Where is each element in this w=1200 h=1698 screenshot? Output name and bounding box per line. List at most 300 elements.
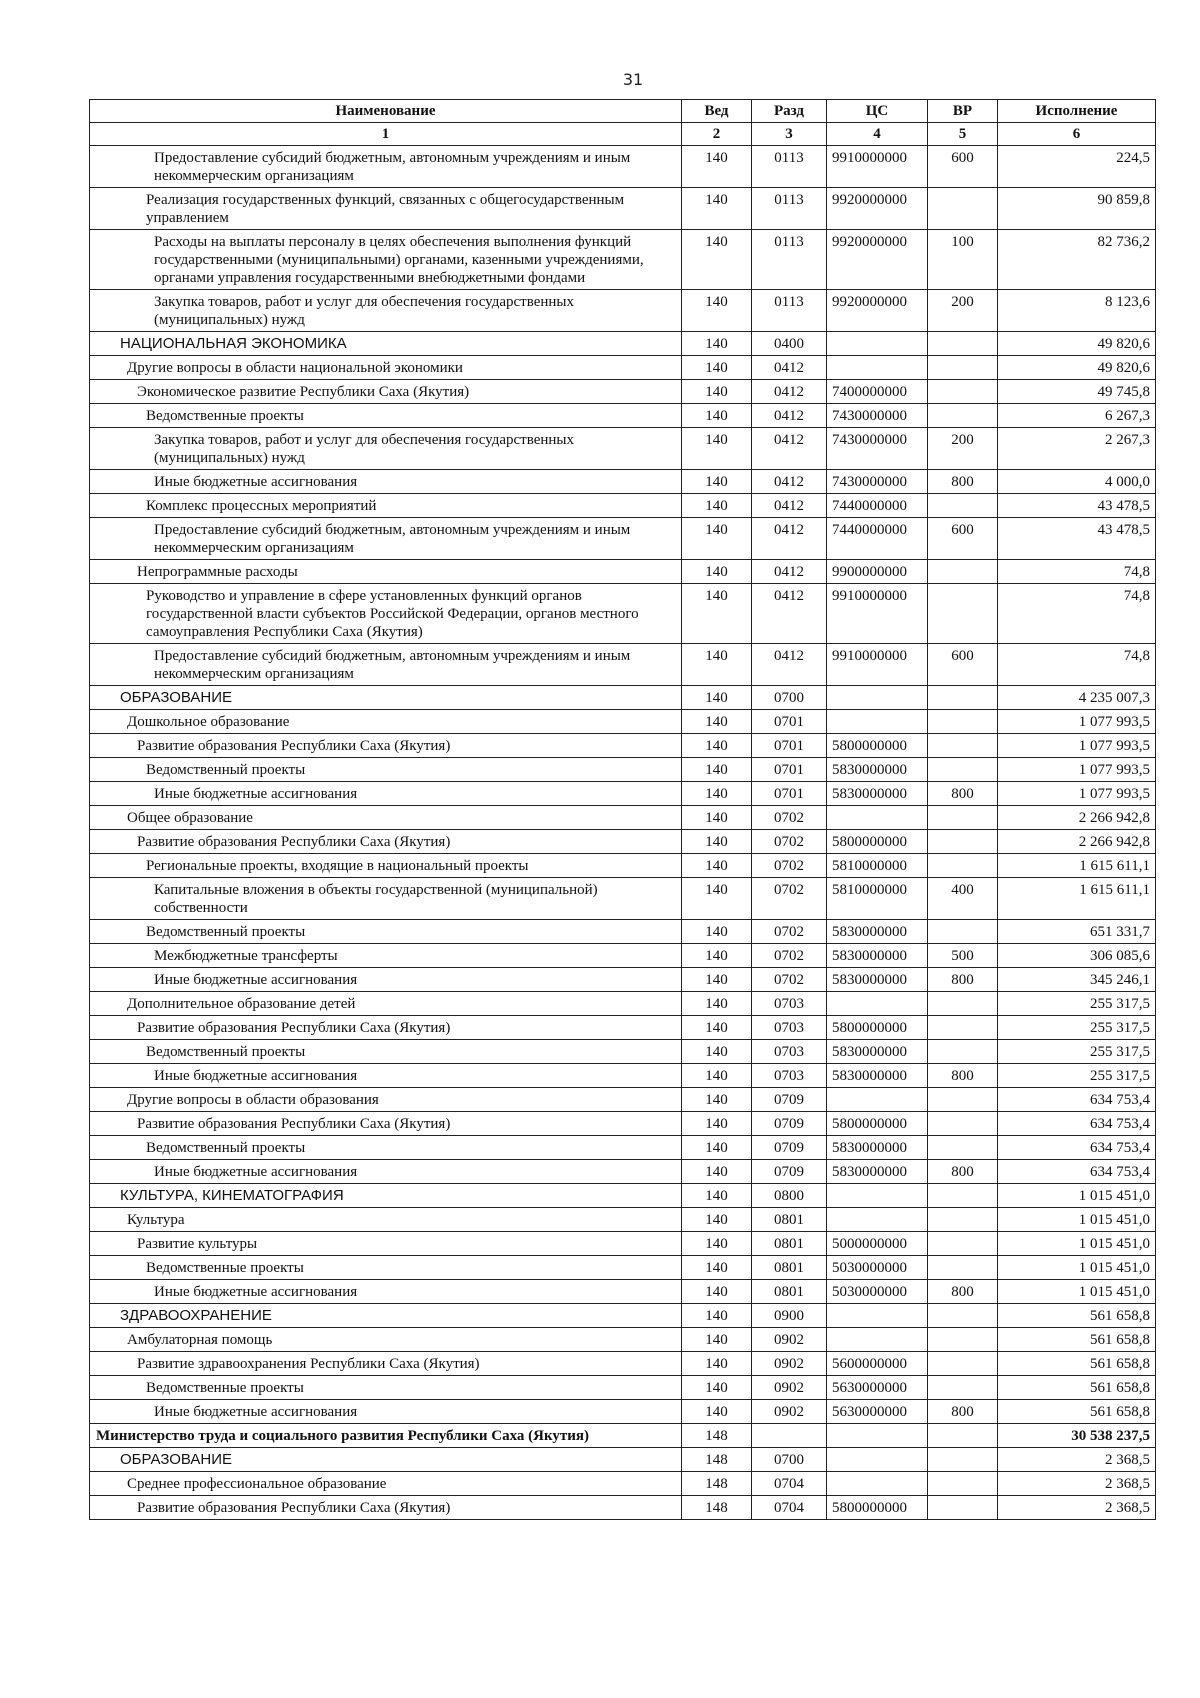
cell-vr (928, 1256, 998, 1280)
table-row (90, 920, 1156, 944)
table-row (90, 356, 1156, 380)
cell-name: Развитие образования Республики Саха (Якутия) (90, 830, 682, 854)
header-name: Наименование (90, 100, 682, 123)
cell-razd: 0701 (752, 782, 827, 806)
cell-cs: 5830000000 (827, 1064, 928, 1088)
cell-vr (928, 584, 998, 644)
cell-cs: 5830000000 (827, 758, 928, 782)
cell-sum: 561 658,8 (998, 1376, 1156, 1400)
column-number: 4 (827, 123, 928, 146)
cell-razd: 0703 (752, 1064, 827, 1088)
cell-name: НАЦИОНАЛЬНАЯ ЭКОНОМИКА (90, 332, 682, 356)
cell-sum: 49 820,6 (998, 356, 1156, 380)
cell-ved: 140 (682, 332, 752, 356)
cell-sum: 8 123,6 (998, 290, 1156, 332)
cell-sum: 1 015 451,0 (998, 1256, 1156, 1280)
cell-name: Дошкольное образование (90, 710, 682, 734)
cell-name: Капитальные вложения в объекты государственной (муниципальной) собственности (90, 878, 682, 920)
cell-vr (928, 1448, 998, 1472)
cell-vr: 600 (928, 146, 998, 188)
cell-cs (827, 710, 928, 734)
cell-ved: 140 (682, 1232, 752, 1256)
cell-vr (928, 806, 998, 830)
table-row (90, 710, 1156, 734)
cell-sum: 561 658,8 (998, 1400, 1156, 1424)
cell-razd: 0704 (752, 1496, 827, 1520)
cell-name: ОБРАЗОВАНИЕ (90, 686, 682, 710)
table-row (90, 1184, 1156, 1208)
cell-cs: 5030000000 (827, 1280, 928, 1304)
cell-cs: 5830000000 (827, 782, 928, 806)
cell-cs: 5830000000 (827, 920, 928, 944)
cell-cs: 9920000000 (827, 290, 928, 332)
cell-ved: 140 (682, 1352, 752, 1376)
cell-cs (827, 356, 928, 380)
cell-name: Общее образование (90, 806, 682, 830)
cell-sum: 4 235 007,3 (998, 686, 1156, 710)
cell-name: Иные бюджетные ассигнования (90, 1280, 682, 1304)
column-number: 2 (682, 123, 752, 146)
cell-name: Амбулаторная помощь (90, 1328, 682, 1352)
table-row (90, 968, 1156, 992)
cell-sum: 1 015 451,0 (998, 1184, 1156, 1208)
table-row (90, 1328, 1156, 1352)
cell-sum: 1 615 611,1 (998, 878, 1156, 920)
cell-cs (827, 1328, 928, 1352)
cell-sum: 74,8 (998, 560, 1156, 584)
cell-razd: 0709 (752, 1112, 827, 1136)
cell-razd: 0902 (752, 1328, 827, 1352)
cell-name: Ведомственные проекты (90, 1376, 682, 1400)
cell-sum: 255 317,5 (998, 1040, 1156, 1064)
cell-ved: 140 (682, 806, 752, 830)
column-number: 3 (752, 123, 827, 146)
table-row (90, 758, 1156, 782)
cell-ved: 140 (682, 854, 752, 878)
cell-ved: 140 (682, 968, 752, 992)
cell-vr: 800 (928, 470, 998, 494)
cell-ved: 140 (682, 1040, 752, 1064)
cell-razd: 0400 (752, 332, 827, 356)
cell-vr: 800 (928, 1400, 998, 1424)
cell-vr: 600 (928, 518, 998, 560)
cell-vr (928, 188, 998, 230)
cell-razd: 0702 (752, 920, 827, 944)
cell-sum: 2 368,5 (998, 1496, 1156, 1520)
cell-vr: 100 (928, 230, 998, 290)
cell-name: Среднее профессиональное образование (90, 1472, 682, 1496)
cell-razd: 0902 (752, 1400, 827, 1424)
cell-razd: 0702 (752, 878, 827, 920)
cell-cs: 5800000000 (827, 1112, 928, 1136)
cell-razd: 0709 (752, 1088, 827, 1112)
table-row (90, 1160, 1156, 1184)
cell-ved: 140 (682, 1376, 752, 1400)
cell-ved: 140 (682, 560, 752, 584)
cell-cs (827, 332, 928, 356)
cell-name: Закупка товаров, работ и услуг для обеспечения государственных (муниципальных) нужд (90, 428, 682, 470)
cell-name: Другие вопросы в области образования (90, 1088, 682, 1112)
cell-ved: 140 (682, 1160, 752, 1184)
cell-sum: 634 753,4 (998, 1136, 1156, 1160)
cell-name: Иные бюджетные ассигнования (90, 782, 682, 806)
cell-razd: 0700 (752, 1448, 827, 1472)
cell-cs: 5830000000 (827, 1040, 928, 1064)
table-row (90, 644, 1156, 686)
table-row (90, 470, 1156, 494)
cell-cs: 5830000000 (827, 1160, 928, 1184)
cell-sum: 74,8 (998, 584, 1156, 644)
cell-vr (928, 854, 998, 878)
cell-name: Комплекс процессных мероприятий (90, 494, 682, 518)
cell-sum: 43 478,5 (998, 494, 1156, 518)
cell-cs: 5810000000 (827, 878, 928, 920)
cell-cs: 9910000000 (827, 146, 928, 188)
column-number: 1 (90, 123, 682, 146)
cell-vr (928, 1040, 998, 1064)
cell-ved: 140 (682, 644, 752, 686)
table-row (90, 806, 1156, 830)
cell-cs: 9920000000 (827, 188, 928, 230)
cell-razd: 0113 (752, 290, 827, 332)
budget-execution-table (89, 99, 1156, 1520)
cell-vr: 600 (928, 644, 998, 686)
cell-name: Закупка товаров, работ и услуг для обеспечения государственных (муниципальных) нужд (90, 290, 682, 332)
cell-name: Иные бюджетные ассигнования (90, 470, 682, 494)
cell-cs (827, 1472, 928, 1496)
table-row (90, 1136, 1156, 1160)
cell-name: Руководство и управление в сфере установленных функций органов государственной власти субъектов Российской Федерации, органов местного самоуправления Республики Саха (Якутия) (90, 584, 682, 644)
cell-ved: 140 (682, 428, 752, 470)
cell-sum: 561 658,8 (998, 1352, 1156, 1376)
table-row (90, 992, 1156, 1016)
cell-sum: 2 368,5 (998, 1472, 1156, 1496)
cell-vr (928, 710, 998, 734)
cell-name: Расходы на выплаты персоналу в целях обеспечения выполнения функций государственными (муниципальными) органами, казенными учреждениями, органами управления государственными внебюджетными фондами (90, 230, 682, 290)
cell-cs: 9910000000 (827, 584, 928, 644)
header-razd: Разд (752, 100, 827, 123)
table-row (90, 944, 1156, 968)
table-row (90, 854, 1156, 878)
cell-ved: 140 (682, 584, 752, 644)
table-row (90, 1280, 1156, 1304)
header-row (90, 100, 1156, 123)
cell-sum: 90 859,8 (998, 188, 1156, 230)
cell-ved: 140 (682, 470, 752, 494)
cell-cs: 5800000000 (827, 1016, 928, 1040)
cell-cs: 5800000000 (827, 830, 928, 854)
cell-sum: 6 267,3 (998, 404, 1156, 428)
cell-cs: 5000000000 (827, 1232, 928, 1256)
cell-vr (928, 1232, 998, 1256)
cell-vr (928, 758, 998, 782)
cell-ved: 140 (682, 992, 752, 1016)
cell-sum: 1 077 993,5 (998, 782, 1156, 806)
cell-razd: 0412 (752, 494, 827, 518)
cell-vr (928, 1304, 998, 1328)
header-vr: ВР (928, 100, 998, 123)
cell-razd: 0801 (752, 1280, 827, 1304)
cell-vr: 400 (928, 878, 998, 920)
cell-razd: 0801 (752, 1256, 827, 1280)
cell-razd: 0702 (752, 830, 827, 854)
column-number-row (90, 123, 1156, 146)
cell-razd: 0703 (752, 1040, 827, 1064)
cell-name: Предоставление субсидий бюджетным, автономным учреждениям и иным некоммерческим организациям (90, 518, 682, 560)
table-row (90, 560, 1156, 584)
cell-vr (928, 686, 998, 710)
cell-vr (928, 1088, 998, 1112)
cell-sum: 634 753,4 (998, 1088, 1156, 1112)
cell-ved: 140 (682, 380, 752, 404)
cell-name: Развитие образования Республики Саха (Якутия) (90, 1016, 682, 1040)
cell-sum: 1 615 611,1 (998, 854, 1156, 878)
cell-vr (928, 560, 998, 584)
cell-razd: 0902 (752, 1352, 827, 1376)
table-row (90, 734, 1156, 758)
cell-ved: 148 (682, 1448, 752, 1472)
cell-cs: 5800000000 (827, 1496, 928, 1520)
cell-razd: 0701 (752, 734, 827, 758)
cell-cs: 7440000000 (827, 494, 928, 518)
cell-name: Развитие образования Республики Саха (Якутия) (90, 1112, 682, 1136)
cell-ved: 140 (682, 1280, 752, 1304)
cell-sum: 1 077 993,5 (998, 734, 1156, 758)
cell-ved: 140 (682, 944, 752, 968)
cell-sum: 255 317,5 (998, 1016, 1156, 1040)
cell-razd: 0902 (752, 1376, 827, 1400)
cell-cs (827, 806, 928, 830)
cell-cs: 7430000000 (827, 470, 928, 494)
cell-vr (928, 1184, 998, 1208)
cell-ved: 148 (682, 1496, 752, 1520)
cell-ved: 140 (682, 782, 752, 806)
cell-sum: 255 317,5 (998, 992, 1156, 1016)
cell-ved: 140 (682, 1136, 752, 1160)
cell-ved: 140 (682, 878, 752, 920)
table-row (90, 1208, 1156, 1232)
cell-cs (827, 1184, 928, 1208)
cell-sum: 49 820,6 (998, 332, 1156, 356)
cell-cs (827, 1208, 928, 1232)
cell-vr (928, 332, 998, 356)
cell-cs: 7400000000 (827, 380, 928, 404)
cell-razd: 0412 (752, 584, 827, 644)
cell-ved: 140 (682, 290, 752, 332)
cell-razd: 0709 (752, 1160, 827, 1184)
cell-cs: 5630000000 (827, 1400, 928, 1424)
cell-razd: 0704 (752, 1472, 827, 1496)
cell-cs: 5830000000 (827, 968, 928, 992)
cell-cs: 5810000000 (827, 854, 928, 878)
cell-name: Предоставление субсидий бюджетным, автономным учреждениям и иным некоммерческим организациям (90, 644, 682, 686)
table-row (90, 830, 1156, 854)
cell-cs: 5600000000 (827, 1352, 928, 1376)
table-row (90, 1472, 1156, 1496)
cell-razd: 0702 (752, 806, 827, 830)
cell-vr (928, 830, 998, 854)
cell-razd: 0801 (752, 1208, 827, 1232)
cell-vr (928, 1424, 998, 1448)
cell-ved: 140 (682, 1208, 752, 1232)
cell-ved: 140 (682, 1400, 752, 1424)
cell-vr: 800 (928, 1280, 998, 1304)
cell-ved: 140 (682, 230, 752, 290)
cell-name: ОБРАЗОВАНИЕ (90, 1448, 682, 1472)
cell-razd: 0412 (752, 428, 827, 470)
cell-vr (928, 1472, 998, 1496)
cell-sum: 1 077 993,5 (998, 710, 1156, 734)
cell-vr (928, 404, 998, 428)
cell-ved: 140 (682, 1064, 752, 1088)
cell-razd: 0709 (752, 1136, 827, 1160)
table-row (90, 290, 1156, 332)
table-row (90, 686, 1156, 710)
cell-sum: 4 000,0 (998, 470, 1156, 494)
cell-vr (928, 1496, 998, 1520)
cell-name: Культура (90, 1208, 682, 1232)
cell-sum: 634 753,4 (998, 1112, 1156, 1136)
cell-cs: 5630000000 (827, 1376, 928, 1400)
cell-vr (928, 356, 998, 380)
cell-cs (827, 686, 928, 710)
cell-razd: 0800 (752, 1184, 827, 1208)
cell-razd: 0412 (752, 404, 827, 428)
cell-name: Ведомственный проекты (90, 758, 682, 782)
cell-ved: 140 (682, 1184, 752, 1208)
cell-razd: 0801 (752, 1232, 827, 1256)
cell-name: Развитие здравоохранения Республики Саха (Якутия) (90, 1352, 682, 1376)
cell-name: Непрограммные расходы (90, 560, 682, 584)
header-cs: ЦС (827, 100, 928, 123)
cell-cs: 5030000000 (827, 1256, 928, 1280)
cell-name: Иные бюджетные ассигнования (90, 1160, 682, 1184)
cell-sum: 2 368,5 (998, 1448, 1156, 1472)
cell-razd: 0702 (752, 854, 827, 878)
cell-ved: 140 (682, 710, 752, 734)
cell-name: ЗДРАВООХРАНЕНИЕ (90, 1304, 682, 1328)
cell-ved: 140 (682, 920, 752, 944)
header-sum: Исполнение (998, 100, 1156, 123)
cell-vr: 800 (928, 782, 998, 806)
cell-name: Экономическое развитие Республики Саха (Якутия) (90, 380, 682, 404)
cell-ved: 140 (682, 1328, 752, 1352)
cell-ved: 140 (682, 1088, 752, 1112)
table-row (90, 878, 1156, 920)
table-body (90, 146, 1156, 1520)
table-row (90, 404, 1156, 428)
cell-razd: 0113 (752, 188, 827, 230)
cell-vr (928, 1112, 998, 1136)
cell-name: Межбюджетные трансферты (90, 944, 682, 968)
table-row (90, 230, 1156, 290)
cell-sum: 49 745,8 (998, 380, 1156, 404)
table-row (90, 1424, 1156, 1448)
cell-razd: 0412 (752, 518, 827, 560)
table-row (90, 1496, 1156, 1520)
cell-ved: 140 (682, 146, 752, 188)
cell-vr: 200 (928, 290, 998, 332)
table-row (90, 332, 1156, 356)
cell-ved: 140 (682, 758, 752, 782)
cell-ved: 140 (682, 188, 752, 230)
table-row (90, 428, 1156, 470)
cell-sum: 224,5 (998, 146, 1156, 188)
cell-sum: 74,8 (998, 644, 1156, 686)
cell-vr (928, 1376, 998, 1400)
cell-vr (928, 1136, 998, 1160)
table-row (90, 146, 1156, 188)
column-number: 6 (998, 123, 1156, 146)
table-row (90, 518, 1156, 560)
cell-sum: 1 015 451,0 (998, 1280, 1156, 1304)
table-row (90, 584, 1156, 644)
cell-vr: 800 (928, 968, 998, 992)
cell-cs: 5830000000 (827, 944, 928, 968)
cell-sum: 255 317,5 (998, 1064, 1156, 1088)
cell-razd: 0900 (752, 1304, 827, 1328)
cell-name: Предоставление субсидий бюджетным, автономным учреждениям и иным некоммерческим организациям (90, 146, 682, 188)
cell-razd: 0701 (752, 758, 827, 782)
cell-vr (928, 1328, 998, 1352)
cell-sum: 43 478,5 (998, 518, 1156, 560)
cell-name: Ведомственный проекты (90, 920, 682, 944)
cell-cs: 7440000000 (827, 518, 928, 560)
page-number: 31 (622, 70, 644, 89)
cell-ved: 148 (682, 1472, 752, 1496)
cell-razd: 0703 (752, 992, 827, 1016)
cell-ved: 140 (682, 1304, 752, 1328)
cell-razd: 0702 (752, 944, 827, 968)
cell-ved: 140 (682, 734, 752, 758)
cell-sum: 345 246,1 (998, 968, 1156, 992)
cell-sum: 1 077 993,5 (998, 758, 1156, 782)
cell-ved: 140 (682, 830, 752, 854)
cell-razd: 0412 (752, 560, 827, 584)
cell-ved: 140 (682, 1016, 752, 1040)
cell-name: КУЛЬТУРА, КИНЕМАТОГРАФИЯ (90, 1184, 682, 1208)
cell-name: Ведомственный проекты (90, 1136, 682, 1160)
column-number: 5 (928, 123, 998, 146)
cell-name: Реализация государственных функций, связанных с общегосударственным управлением (90, 188, 682, 230)
cell-razd (752, 1424, 827, 1448)
table-row (90, 188, 1156, 230)
cell-cs (827, 1424, 928, 1448)
table-row (90, 1376, 1156, 1400)
cell-razd: 0700 (752, 686, 827, 710)
cell-sum: 2 266 942,8 (998, 806, 1156, 830)
cell-razd: 0703 (752, 1016, 827, 1040)
cell-cs: 5800000000 (827, 734, 928, 758)
table-row (90, 1064, 1156, 1088)
cell-sum: 30 538 237,5 (998, 1424, 1156, 1448)
table-row (90, 380, 1156, 404)
cell-name: Развитие культуры (90, 1232, 682, 1256)
cell-sum: 651 331,7 (998, 920, 1156, 944)
cell-cs: 7430000000 (827, 404, 928, 428)
cell-ved: 140 (682, 494, 752, 518)
cell-sum: 306 085,6 (998, 944, 1156, 968)
cell-cs (827, 1088, 928, 1112)
cell-vr (928, 1016, 998, 1040)
cell-name: Ведомственные проекты (90, 404, 682, 428)
table-row (90, 1400, 1156, 1424)
cell-cs: 9910000000 (827, 644, 928, 686)
table-row (90, 1040, 1156, 1064)
cell-razd: 0412 (752, 380, 827, 404)
cell-name: Ведомственный проекты (90, 1040, 682, 1064)
cell-cs: 9900000000 (827, 560, 928, 584)
